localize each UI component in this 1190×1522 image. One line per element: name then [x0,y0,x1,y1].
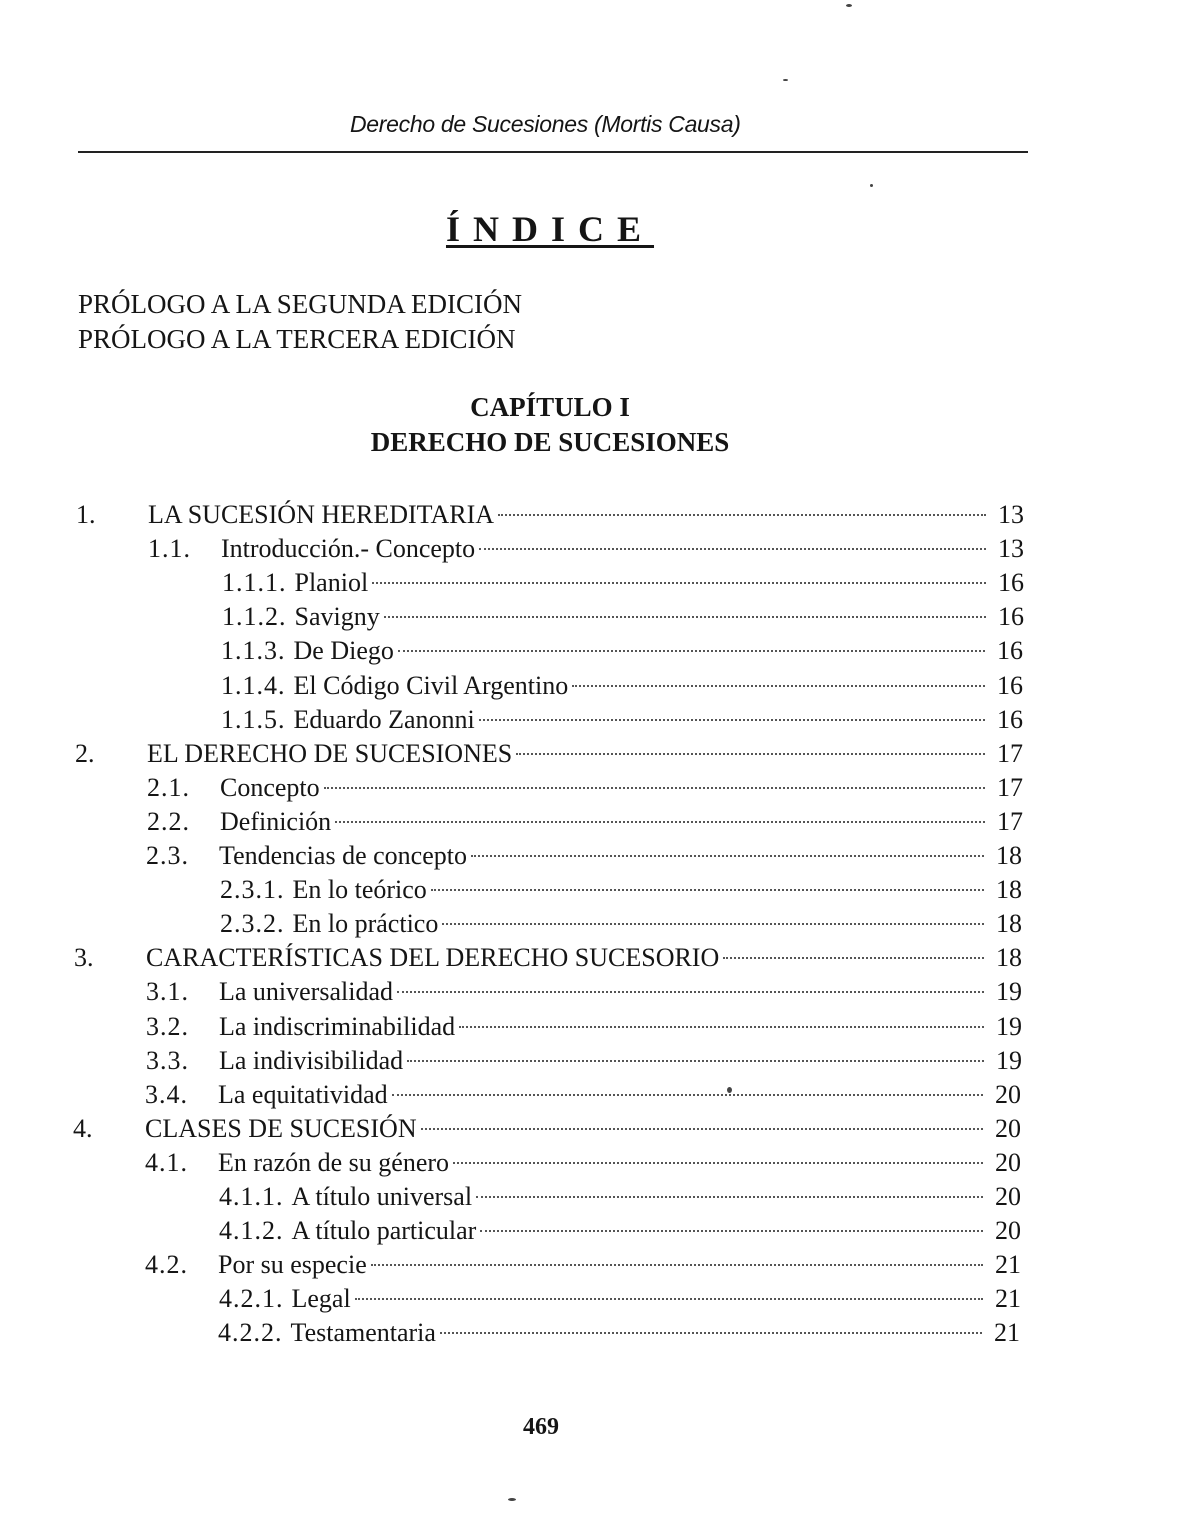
toc-entry-label: Por su especie [218,1250,367,1279]
toc-entry-number: 4.1.2. [219,1216,284,1245]
toc-dot-leader [480,1230,983,1232]
toc-entry-number: 3. [74,943,94,972]
toc-entry-number: 3.2. [146,1012,189,1041]
toc-dot-leader [407,1060,984,1062]
toc-entry-page: 13 [998,500,1024,529]
toc-entry-page: 20 [995,1148,1021,1177]
toc-entry-label: CLASES DE SUCESIÓN [145,1114,417,1143]
header-rule [78,151,1028,153]
toc-entry-label: En razón de su género [218,1148,450,1177]
toc-entry[interactable] [218,1316,1020,1350]
toc-entry[interactable] [219,1010,1022,1044]
page-number: 469 [523,1414,559,1440]
toc-entry[interactable] [218,1146,1021,1180]
toc-entry[interactable] [145,1112,1021,1146]
toc-entry-page: 16 [997,705,1023,734]
toc-entry-number: 2.3. [146,841,189,870]
toc-entry[interactable] [220,907,1022,941]
index-title: ÍNDICE [445,209,655,249]
toc-entry-label: CARACTERÍSTICAS DEL DERECHO SUCESORIO [146,943,720,972]
toc-entry[interactable] [220,873,1022,907]
toc-entry[interactable] [220,805,1023,839]
toc-entry-label: La universalidad [219,977,393,1006]
toc-entry-label: Concepto [220,773,320,802]
toc-entry-number: 3.3. [146,1046,189,1075]
toc-entry-page: 18 [996,841,1022,870]
scan-speck [846,4,852,7]
toc-entry[interactable] [222,600,1024,634]
toc-entry-page: 20 [995,1080,1021,1109]
toc-entry-page: 17 [997,773,1023,802]
toc-entry[interactable] [219,1044,1022,1078]
toc-dot-leader [459,1026,984,1028]
toc-entry[interactable] [219,1180,1021,1214]
toc-entry-label: La indivisibilidad [219,1046,404,1075]
toc-dot-leader [723,957,984,959]
toc-entry-page: 17 [997,807,1023,836]
toc-entry[interactable] [219,975,1022,1009]
toc-entry-label: A título universal [291,1182,473,1211]
toc-entry-number: 1.1.4. [221,671,286,700]
toc-entry-number: 3.1. [146,977,189,1006]
toc-entry-number: 4.2.1. [219,1284,284,1313]
toc-entry[interactable] [147,737,1023,771]
toc-entry[interactable] [219,839,1022,873]
toc-entry[interactable] [218,1078,1021,1112]
toc-entry-label: Savigny [294,602,380,631]
toc-dot-leader [442,923,984,925]
toc-entry-page: 19 [996,977,1022,1006]
toc-dot-leader [397,991,984,993]
toc-entry-page: 20 [995,1114,1021,1143]
toc-entry-label: En lo teórico [292,875,427,904]
toc-entry-label: La equitatividad [218,1080,388,1109]
toc-entry[interactable] [222,566,1024,600]
toc-entry-label: LA SUCESIÓN HEREDITARIA [148,500,495,529]
scan-speck [727,1087,732,1093]
toc-entry-page: 16 [997,671,1023,700]
toc-entry-label: Introducción.- Concepto [221,534,476,563]
toc-dot-leader [498,514,986,516]
toc-entry-label: Definición [220,807,332,836]
toc-entry-label: Testamentaria [290,1318,436,1347]
toc-entry-label: De Diego [293,636,394,665]
toc-dot-leader [335,821,985,823]
running-header: Derecho de Sucesiones (Mortis Causa) [350,111,741,137]
toc-entry-number: 4.2. [145,1250,188,1279]
chapter-number: CAPÍTULO I [470,392,630,422]
toc-entry-page: 19 [996,1046,1022,1075]
toc-entry-number: 4.1.1. [219,1182,284,1211]
toc-entry-number: 1.1.1. [222,568,287,597]
toc-entry-number: 2.2. [147,807,190,836]
toc-entry[interactable] [148,498,1024,532]
toc-dot-leader [384,616,986,618]
toc-entry[interactable] [219,1214,1021,1248]
scan-speck [783,79,788,81]
toc-entry-number: 2.3.2. [220,909,285,938]
toc-entry-number: 3.4. [145,1080,188,1109]
toc-entry[interactable] [218,1248,1021,1282]
toc-dot-leader [476,1196,983,1198]
toc-entry-page: 21 [995,1284,1021,1313]
toc-entry-page: 21 [994,1318,1020,1347]
toc-entry-label: Planiol [294,568,369,597]
toc-dot-leader [372,582,986,584]
toc-entry-page: 18 [996,943,1022,972]
toc-entry-label: EL DERECHO DE SUCESIONES [147,739,513,768]
toc-entry[interactable] [146,941,1022,975]
toc-dot-leader [453,1162,983,1164]
prologue-third-edition[interactable]: PRÓLOGO A LA TERCERA EDICIÓN [78,324,516,354]
toc-entry-number: 1.1.2. [222,602,287,631]
toc-dot-leader [431,889,984,891]
toc-entry-page: 16 [998,568,1024,597]
toc-entry[interactable] [220,771,1023,805]
toc-entry[interactable] [221,703,1023,737]
toc-entry-page: 13 [998,534,1024,563]
toc-entry-number: 1.1.5. [221,705,286,734]
toc-entry-number: 2. [75,739,95,768]
toc-dot-leader [572,685,985,687]
toc-entry[interactable] [221,669,1023,703]
toc-entry-label: La indiscriminabilidad [219,1012,456,1041]
toc-dot-leader [471,855,984,857]
toc-entry-number: 1. [76,500,96,529]
chapter-title: DERECHO DE SUCESIONES [370,427,730,457]
toc-entry-page: 17 [997,739,1023,768]
toc-dot-leader [355,1298,983,1300]
toc-entry[interactable] [221,532,1024,566]
toc-dot-leader [421,1128,983,1130]
toc-entry-page: 21 [995,1250,1021,1279]
scan-speck [870,184,873,187]
toc-dot-leader [398,650,985,652]
toc-entry-page: 19 [996,1012,1022,1041]
toc-entry-page: 18 [996,909,1022,938]
toc-dot-leader [479,548,986,550]
toc-entry-number: 4. [73,1114,93,1143]
toc-entry-number: 4.2.2. [218,1318,283,1347]
toc-entry-page: 16 [997,636,1023,665]
toc-dot-leader [516,753,985,755]
toc-entry-label: Tendencias de concepto [219,841,467,870]
toc-entry-number: 1.1.3. [221,636,286,665]
toc-entry-label: El Código Civil Argentino [293,671,569,700]
toc-dot-leader [440,1332,982,1334]
toc-entry-number: 2.3.1. [220,875,285,904]
toc-entry-number: 2.1. [147,773,190,802]
toc-entry-page: 18 [996,875,1022,904]
toc-dot-leader [324,787,985,789]
toc-entry-label: En lo práctico [292,909,439,938]
toc-dot-leader [392,1094,983,1096]
toc-dot-leader [479,719,985,721]
toc-entry-number: 1.1. [148,534,191,563]
scan-speck [508,1498,516,1501]
toc-entry-label: A título particular [291,1216,477,1245]
toc-entry-page: 20 [995,1182,1021,1211]
toc-entry-label: Legal [291,1284,351,1313]
toc-entry[interactable] [219,1282,1021,1316]
prologue-second-edition[interactable]: PRÓLOGO A LA SEGUNDA EDICIÓN [78,289,523,319]
toc-entry-page: 16 [998,602,1024,631]
toc-entry-number: 4.1. [145,1148,188,1177]
toc-entry-label: Eduardo Zanonni [293,705,475,734]
toc-dot-leader [371,1264,983,1266]
toc-entry-page: 20 [995,1216,1021,1245]
toc-entry[interactable] [221,634,1023,668]
